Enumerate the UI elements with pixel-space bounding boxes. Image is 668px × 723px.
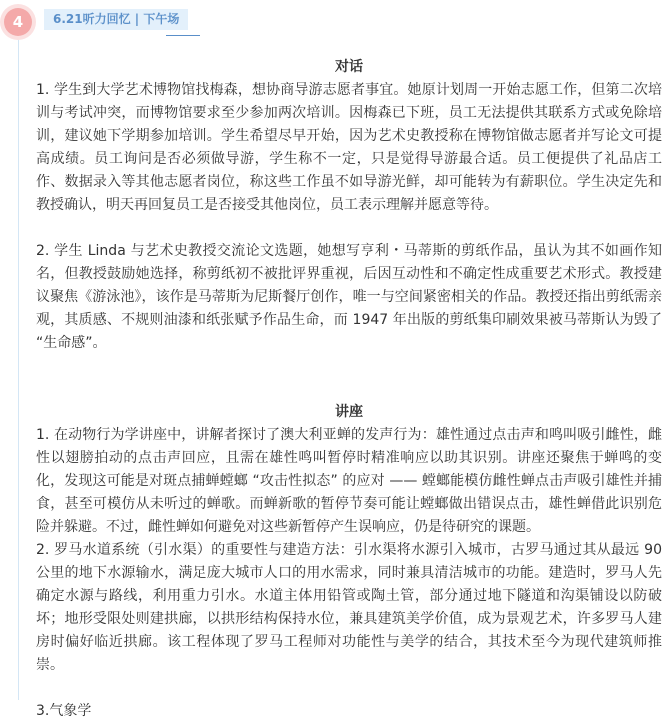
paragraph-gap [36, 378, 662, 401]
header-underline [166, 35, 200, 36]
article-body [36, 56, 662, 723]
lecture-section-title: 讲座 [335, 404, 363, 420]
dialogue-paragraph-1: 1. 学生到大学艺术博物馆找梅森，想协商导游志愿者事宜。她原计划周一开始志愿工作，但第二次培训与考试冲突，而博物馆要求至少参加两次培训。因梅森已下班，员工无法提供其联系方式或免除培训，建议她下学期参加培训。学生希望尽早开始，因为艺术史教授称在博物馆做志愿者并写论文可提高成绩。员工询问是否必须做导游，学生称不一定，只是觉得导游最合适。员工便提供了礼品店工作、数据录入等其他志愿者岗位，称这些工作虽不如导游光鲜，却可能转为有薪职位。学生决定先和教授确认，明天再回复员工是否接受其他岗位，员工表示理解并愿意等待。 [36, 82, 662, 213]
left-divider-line [18, 40, 19, 700]
paragraph-gap [36, 677, 662, 700]
section-header-tag: 6.21听力回忆 | 下午场 [44, 9, 188, 30]
paragraph-gap [36, 217, 662, 240]
dialogue-paragraph-2: 2. 学生 Linda 与艺术史教授交流论文选题，她想写亨利・马蒂斯的剪纸作品，虽认为其不如画作知名，但教授鼓励她选择，称剪纸初不被批评界重视，后因互动性和不确定性成重要艺术形式。教授建议聚焦《游泳池》，该作是马蒂斯为尼斯餐厅创作，唯一与空间紧密相关的作品。教授还指出剪纸需亲观，其质感、不规则油漆和纸张赋予作品生命，而 1947 年出版的剪纸集印刷效果被马蒂斯认为毁了 “生命感”。 [36, 243, 662, 351]
paragraph-gap [36, 355, 662, 378]
lecture-paragraph-2: 2. 罗马水道系统（引水渠）的重要性与建造方法：引水渠将水源引入城市，古罗马通过其从最远 90 公里的地下水源输水，满足庞大城市人口的用水需求，同时兼具清洁城市的功能。建造时，罗马人先确定水源与路线，利用重力引水。水道主体用铅管或陶土管，部分通过地下隧道和沟渠铺设以防破坏；地形受限处则建拱廊，以拱形结构保持水位，兼具建筑美学价值，成为景观艺术，许多罗马人建房时偏好临近拱廊。该工程体现了罗马工程师对功能性与美学的结合，其技术至今为现代建筑师推崇。 [36, 542, 662, 673]
lecture-paragraph-3: 3.气象学 [36, 703, 92, 719]
lecture-paragraph-1: 1. 在动物行为学讲座中，讲解者探讨了澳大利亚蝉的发声行为：雄性通过点击声和鸣叫吸引雌性，雌性以翅膀拍动的点击声回应，且需在雄性鸣叫暂停时精准响应以助其识别。讲座还聚焦于蝉鸣的变化，发现这可能是对斑点捕蝉螳螂 “攻击性拟态” 的应对 —— 螳螂能模仿雌性蝉点击声吸引雄性并捕食，甚至可模仿从未听过的蝉歌。而蝉新歌的暂停节奏可能让螳螂做出错误点击，雄性蝉借此识别危险并躲避。不过，雌性蝉如何避免对这些新暂停产生误响应，仍是待研究的课题。 [36, 427, 662, 535]
dialogue-section-title: 对话 [335, 59, 363, 75]
section-number-badge: 4 [4, 8, 32, 36]
